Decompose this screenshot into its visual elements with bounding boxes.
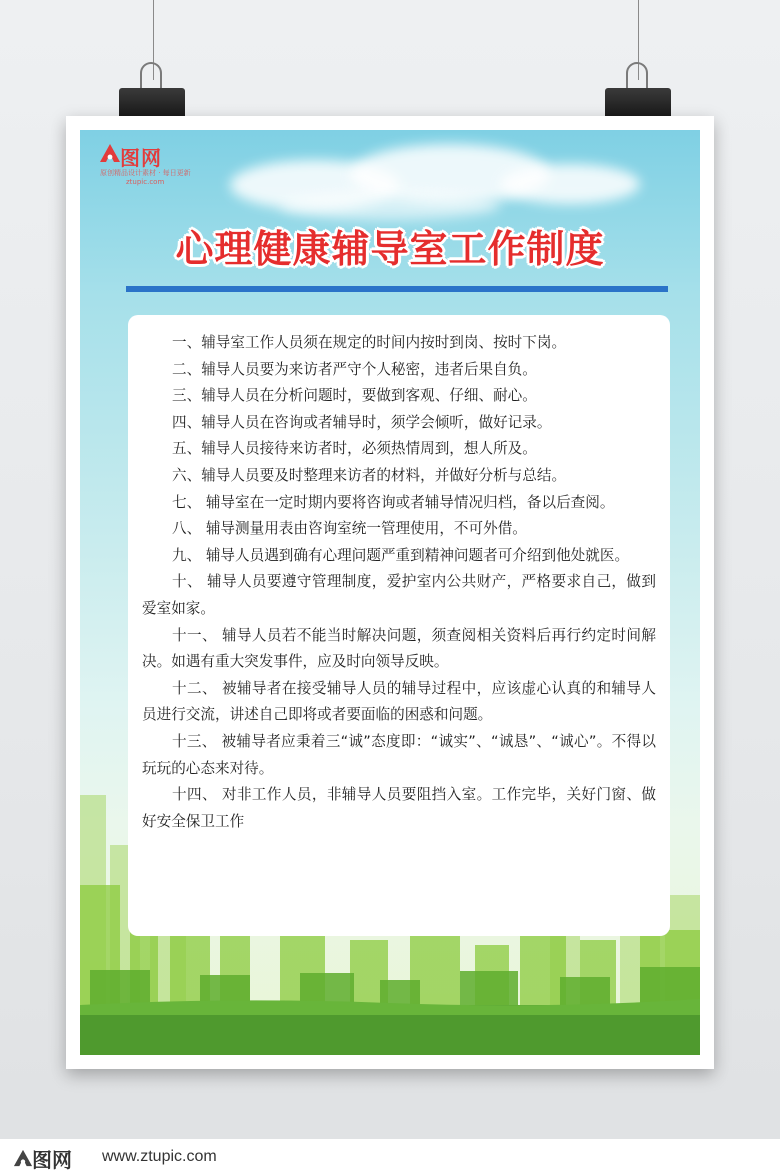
footer-logo-text: 图网 — [32, 1148, 72, 1172]
rule-item: 十一、 辅导人员若不能当时解决问题，须查阅相关资料后再行约定时间解决。如遇有重大突发事件，应及时向领导反映。 — [142, 626, 656, 671]
rule-item: 四、辅导人员在咨询或者辅导时，须学会倾听，做好记录。 — [172, 413, 552, 431]
cloud — [280, 192, 500, 220]
footer-bar — [0, 1139, 780, 1175]
rule-item: 十、 辅导人员要遵守管理制度，爱护室内公共财产，严格要求自己，做到爱室如家。 — [142, 573, 656, 617]
rule-item: 十三、 被辅导者应秉着三“诚”态度即：“诚实”、“诚恳”、“诚心”。不得以玩玩的心态来对待。 — [142, 732, 656, 777]
poster — [66, 116, 714, 1069]
rule-item: 二、辅导人员要为来访者严守个人秘密，违者后果自负。 — [172, 360, 537, 378]
rule-item: 一、辅导室工作人员须在规定的时间内按时到岗、按时下岗。 — [172, 334, 567, 351]
rules-card — [128, 315, 670, 936]
poster-artwork — [80, 130, 700, 1055]
rule-item: 三、辅导人员在分析问题时，要做到客观、仔细、耐心。 — [172, 387, 537, 405]
rule-item: 五、辅导人员接待来访者时，必须热情周到，想人所及。 — [172, 440, 537, 458]
footer-url[interactable]: www.ztupic.com — [102, 1148, 217, 1165]
title-underline — [126, 286, 668, 292]
rule-item: 九、 辅导人员遇到确有心理问题严重到精神问题者可介绍到他处就医。 — [172, 546, 630, 564]
page-title: 心理健康辅导室工作制度 — [175, 227, 605, 271]
brand-tagline: 原创精品设计素材 · 每日更新 — [100, 169, 191, 177]
brand-url: ztupic.com — [126, 178, 165, 186]
rule-item: 八、 辅导测量用表由咨询室统一管理使用，不可外借。 — [172, 520, 527, 538]
rule-item: 七、 辅导室在一定时期内要将咨询或者辅导情况归档，备以后查阅。 — [172, 493, 615, 511]
brand-logo — [98, 142, 208, 186]
rule-item: 六、辅导人员要及时整理来访者的材料，并做好分析与总结。 — [172, 466, 567, 484]
rule-item: 十四、 对非工作人员，非辅导人员要阻挡入室。工作完毕，关好门窗、做好安全保卫工作 — [142, 786, 656, 830]
people-logo-icon — [12, 1148, 34, 1168]
brand-logo-text: 图网 — [120, 146, 162, 170]
people-logo-icon — [98, 142, 122, 164]
rule-item: 十二、 被辅导者在接受辅导人员的辅导过程中，应该虚心认真的和辅导人员进行交流，讲述自己即将或者要面临的困惑和问题。 — [142, 679, 656, 724]
cloud — [500, 164, 640, 204]
